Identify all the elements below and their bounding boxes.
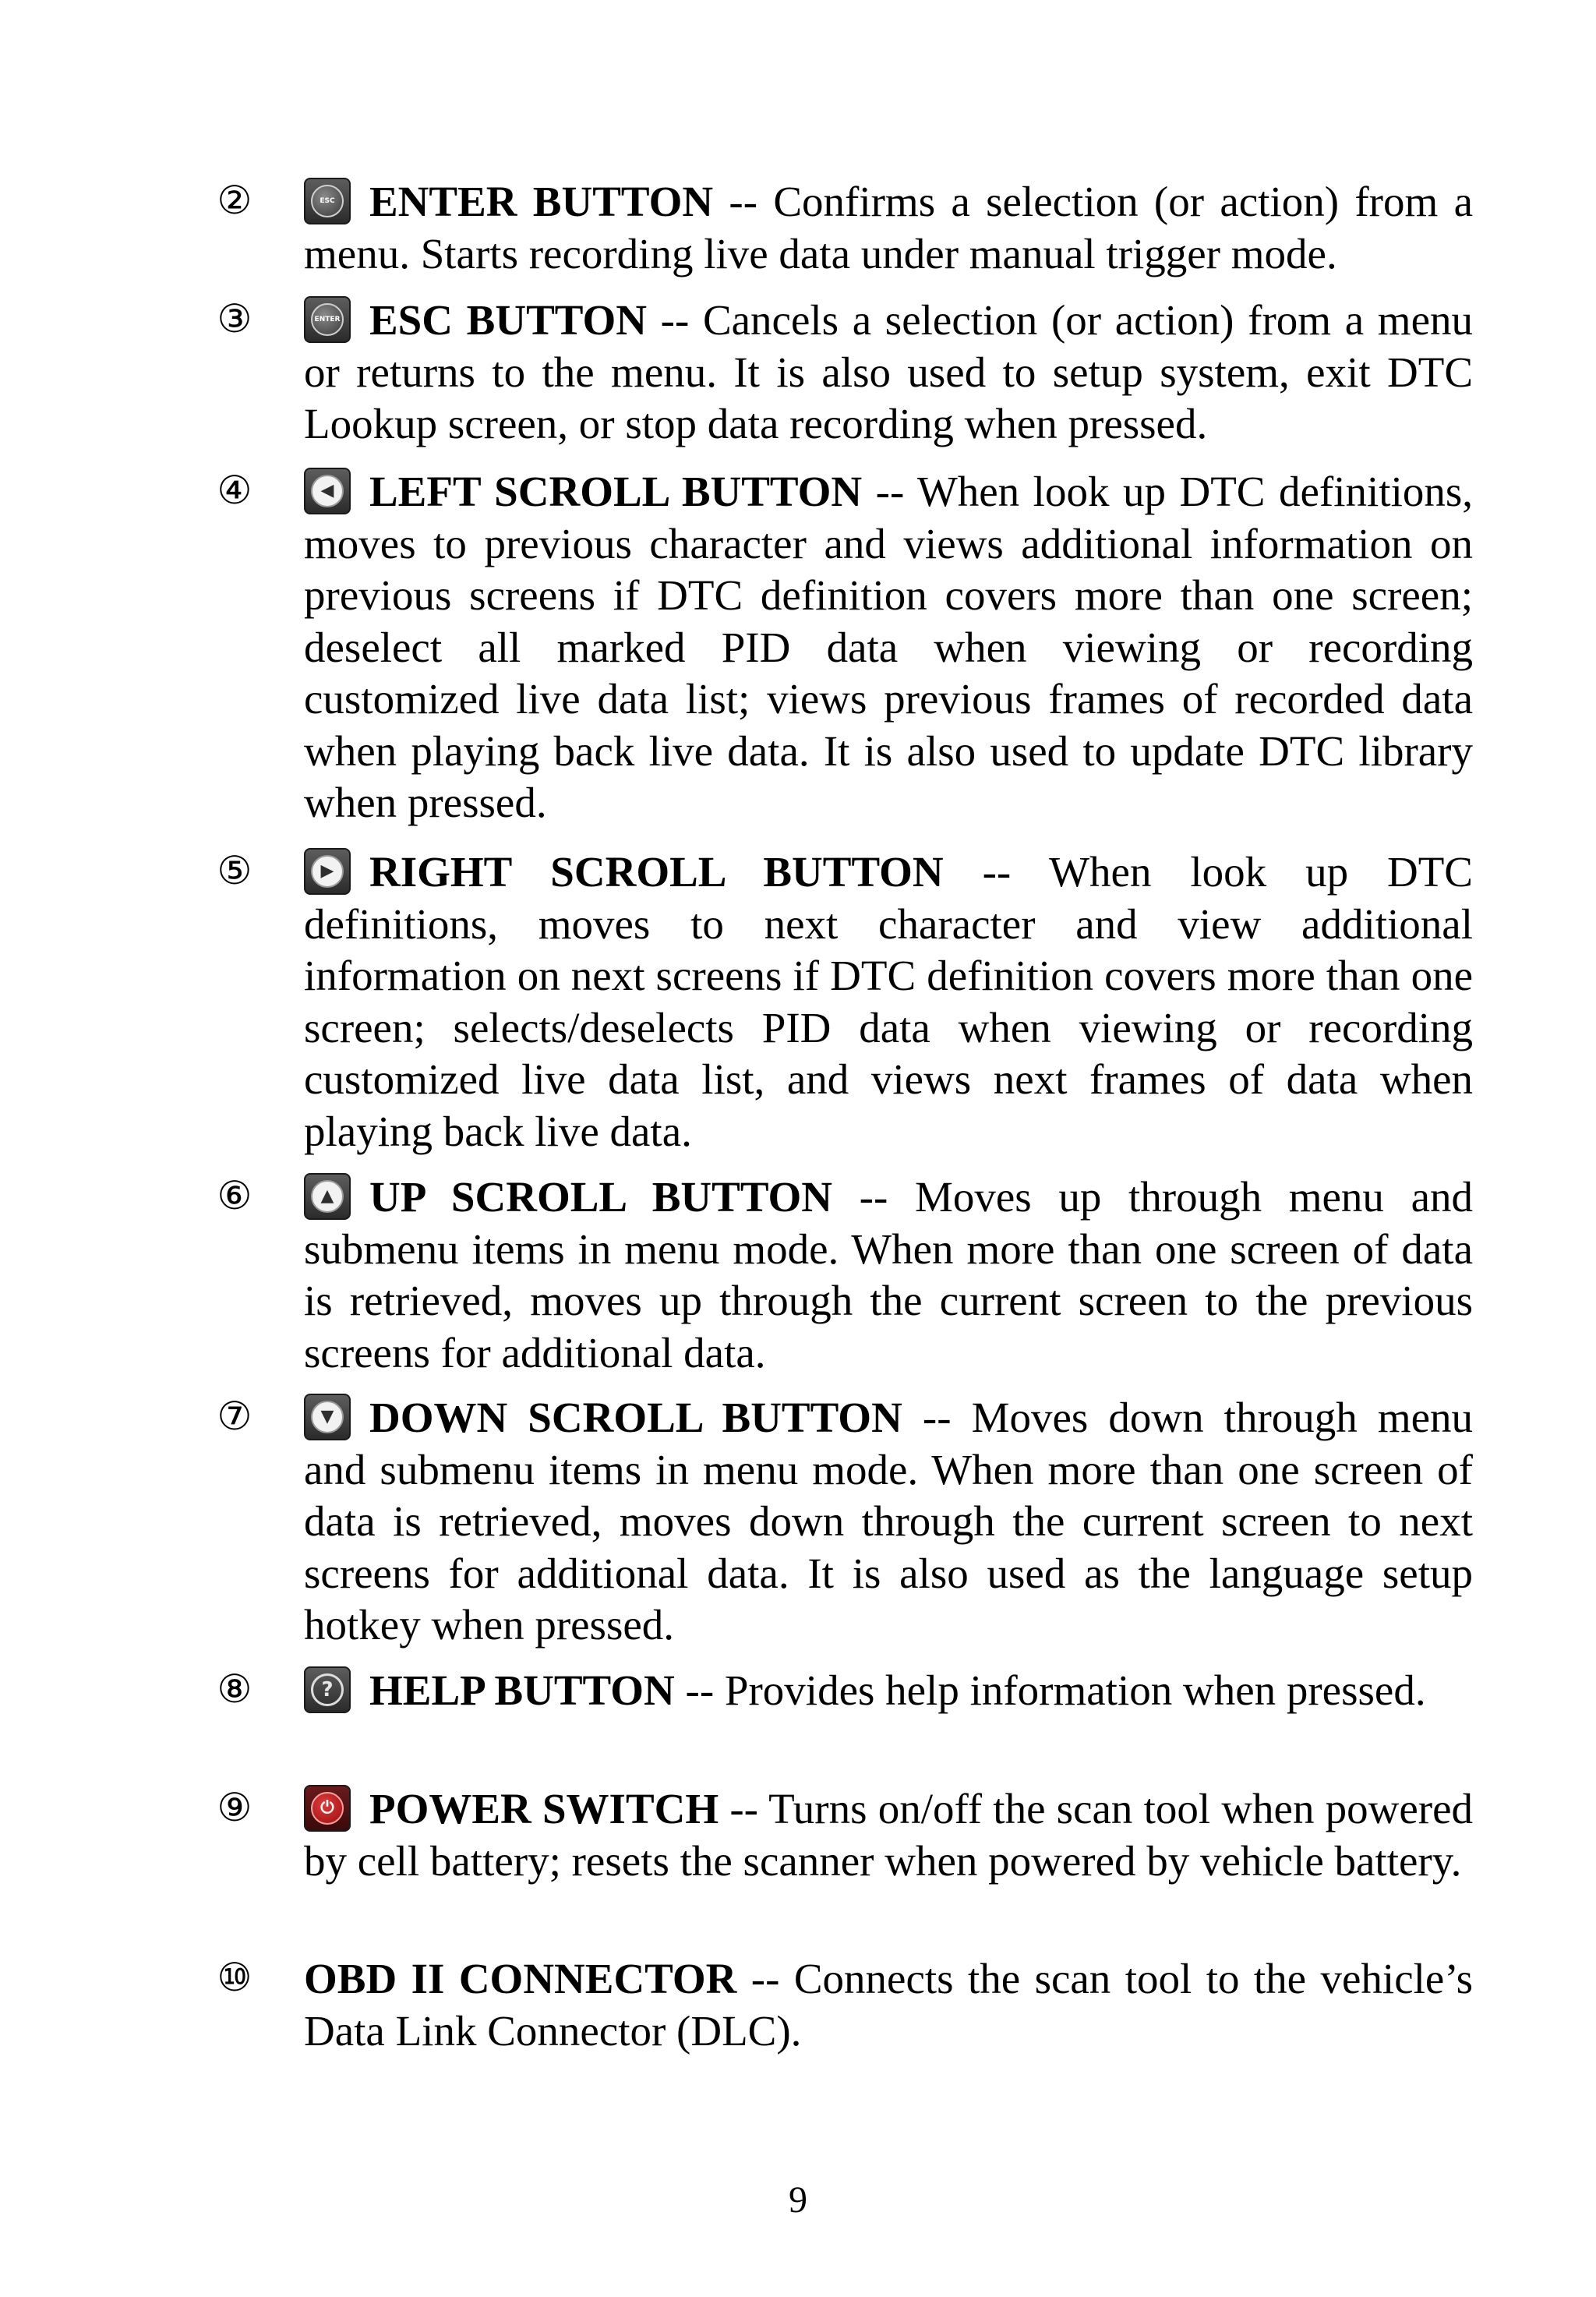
entry-text <box>304 295 1473 451</box>
entry-text <box>304 1171 1473 1379</box>
entry-text <box>304 1665 1473 1717</box>
entry-number: ③ <box>217 296 252 341</box>
entry-description: -- When look up DTC definitions, moves to next character and view additional information on next screens if DTC definition covers more than one screen; selects/deselects PID data when viewing or recording customized live data list, and views next frames of data when playing back live data. <box>304 848 1473 1155</box>
right-arrow-icon: ▶ <box>304 848 351 895</box>
entry-description: -- Moves up through menu and submenu items in menu mode. When more than one screen of data is retrieved, moves up through the current screen to the previous screens for additional data. <box>304 1173 1473 1376</box>
entry-title: HELP BUTTON <box>369 1666 675 1714</box>
entry-number: ⑤ <box>217 848 252 893</box>
entry-number: ⑦ <box>217 1394 252 1439</box>
left-arrow-icon: ◀ <box>304 468 351 514</box>
entry-title: POWER SWITCH <box>369 1785 719 1832</box>
entry-title: UP SCROLL BUTTON <box>369 1173 833 1221</box>
power-icon: ⏻ <box>304 1785 351 1832</box>
entry-number: ⑩ <box>217 1955 252 2000</box>
entry-number: ② <box>217 178 252 223</box>
entry-text <box>304 1953 1473 2057</box>
entry-text <box>304 1392 1473 1652</box>
entry-text <box>304 846 1473 1157</box>
enter-icon: ENTER <box>304 296 351 343</box>
entry-description: -- Turns on/off the scan tool when powered by cell battery; resets the scanner when powered by vehicle battery. <box>304 1785 1473 1885</box>
up-arrow-icon: ▲ <box>304 1173 351 1220</box>
entry-text <box>304 176 1473 280</box>
entry-number: ⑥ <box>217 1173 252 1218</box>
entry-description: -- Confirms a selection (or action) from a menu. Starts recording live data under manual trigger mode. <box>304 178 1473 277</box>
help-icon: ? <box>304 1666 351 1713</box>
page-number: 9 <box>789 2179 807 2221</box>
entry-number: ⑧ <box>217 1666 252 1712</box>
entry-description: -- Provides help information when pressed. <box>685 1666 1426 1714</box>
entry-number: ⑨ <box>217 1785 252 1830</box>
entry-text <box>304 1783 1473 1887</box>
esc-icon: ESC <box>304 178 351 224</box>
entry-description: -- When look up DTC definitions, moves to previous character and views additional information on previous screens if DTC definition covers more than one screen; deselect all marked PID data when viewing or recording customized live data list; views previous frames of recorded data when playing back live data. It is also used to update DTC library when pressed. <box>304 468 1474 826</box>
entry-title: DOWN SCROLL BUTTON <box>369 1394 902 1441</box>
entry-title: ESC BUTTON <box>369 296 647 344</box>
entry-title: LEFT SCROLL BUTTON <box>369 468 863 515</box>
entry-description: -- Moves down through menu and submenu items in menu mode. When more than one screen of data is retrieved, moves down through the current screen to next screens for additional data. It is also used as the language setup hotkey when pressed. <box>304 1394 1474 1649</box>
down-arrow-icon: ▼ <box>304 1394 351 1440</box>
entry-description: -- Connects the scan tool to the vehicle’s Data Link Connector (DLC). <box>304 1955 1473 2055</box>
entry-title: RIGHT SCROLL BUTTON <box>369 848 944 896</box>
entry-text <box>304 466 1473 829</box>
entry-title: ENTER BUTTON <box>369 178 714 225</box>
entry-number: ④ <box>217 468 252 513</box>
entry-description: -- Cancels a selection (or action) from a menu or returns to the menu. It is also used to setup system, exit DTC Lookup screen, or stop data recording when pressed. <box>304 296 1474 447</box>
entry-title: OBD II CONNECTOR <box>304 1955 737 2002</box>
